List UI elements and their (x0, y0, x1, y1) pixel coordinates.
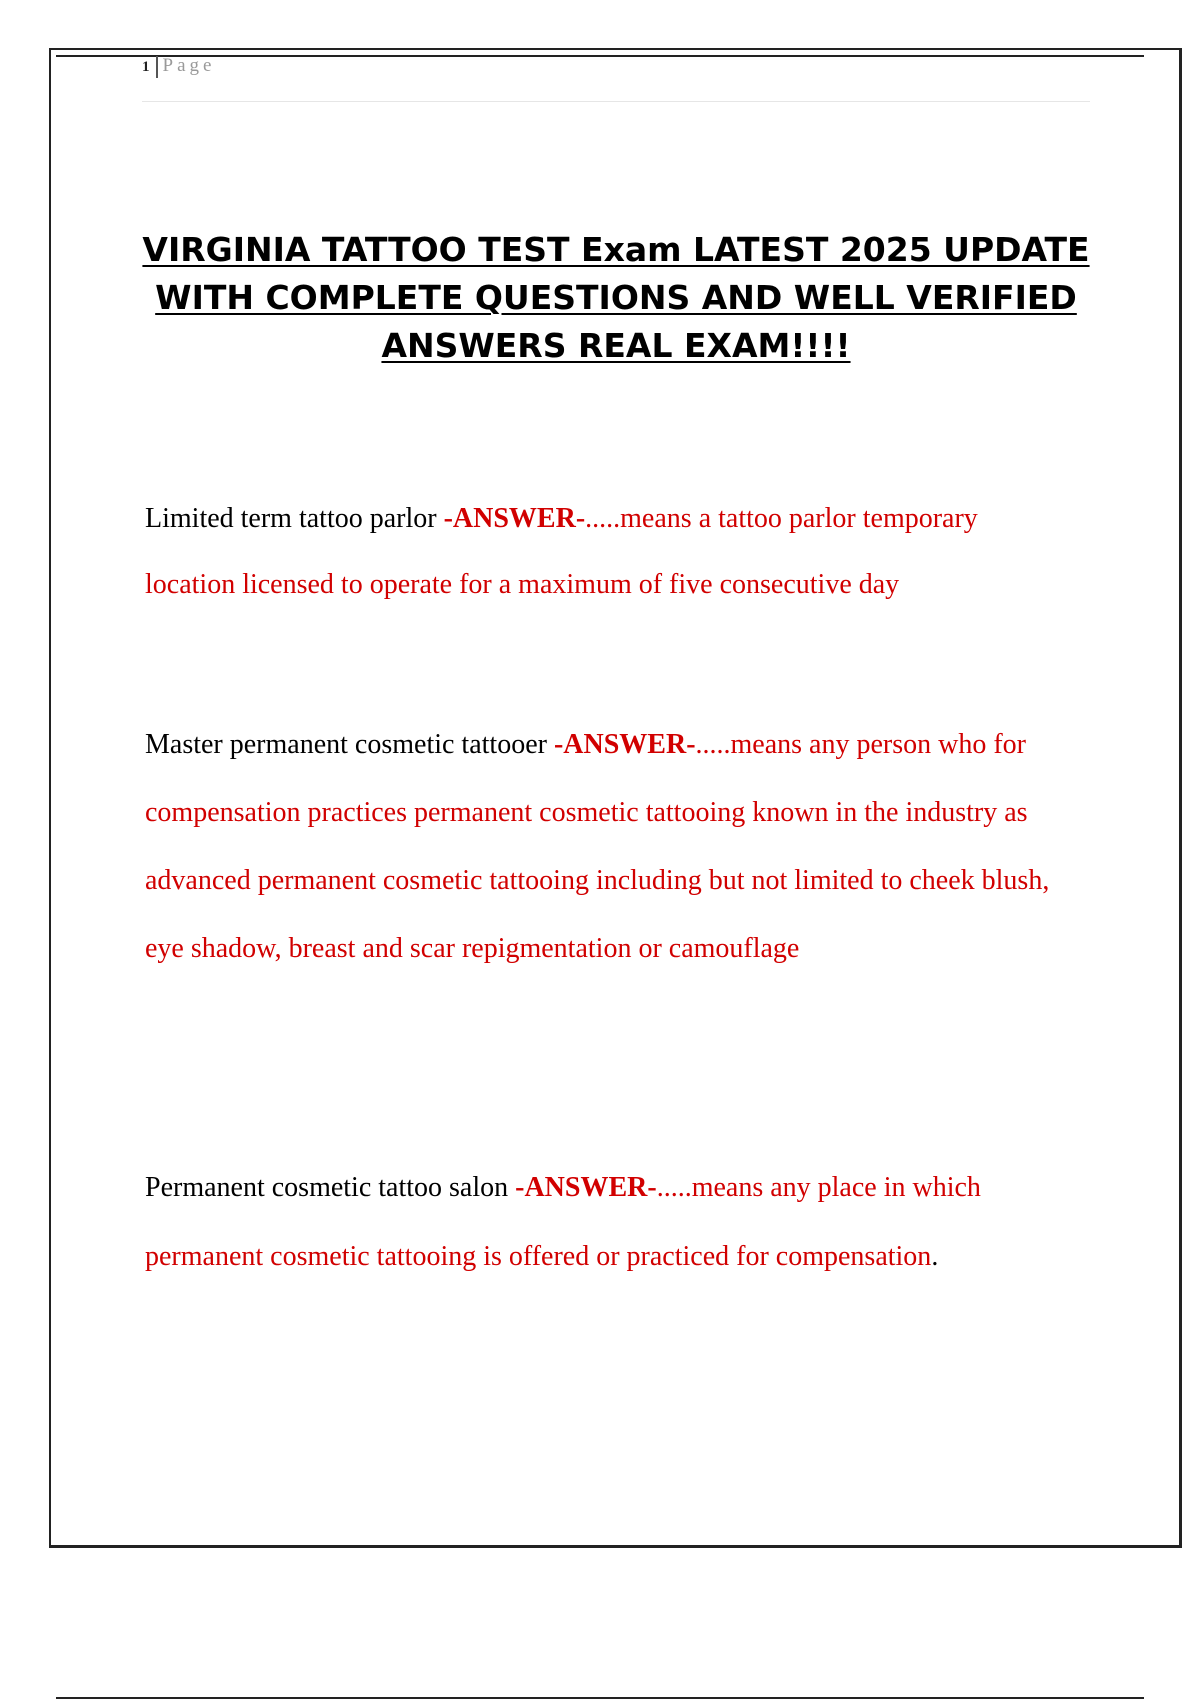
end-punctuation: . (931, 1241, 939, 1272)
page-number: 1 (142, 59, 150, 75)
qa-term: Master permanent cosmetic tattooer (145, 729, 554, 760)
answer-text: .....means a tattoo parlor temporary location licensed to operate for a maximum of five consecutive day (145, 503, 978, 600)
qa-item (145, 711, 1065, 983)
header-rule (142, 101, 1090, 102)
answer-text: .....means any person who for compensation practices permanent cosmetic tattooing known in the industry as advanced permanent cosmetic tattooing including but not limited to cheek blush, eye shadow, breast and scar repigmentation or camouflage (145, 729, 1050, 964)
answer-tag: -ANSWER- (515, 1172, 657, 1203)
page-separator (156, 56, 158, 78)
bottom-rule (56, 1697, 1144, 1699)
qa-item (145, 486, 1065, 618)
qa-item (145, 1153, 1065, 1291)
page-label: Page (162, 55, 216, 76)
qa-term: Permanent cosmetic tattoo salon (145, 1172, 516, 1203)
answer-text: .....means any place in which permanent cosmetic tattooing is offered or practiced for compensation (145, 1172, 981, 1272)
answer-tag: -ANSWER- (553, 729, 696, 760)
qa-term: Limited term tattoo parlor (145, 503, 444, 534)
answer-tag: -ANSWER- (443, 503, 586, 534)
top-rule (56, 55, 1144, 57)
page-header (142, 51, 215, 81)
document-title: VIRGINIA TATTOO TEST Exam LATEST 2025 UPDATE WITH COMPLETE QUESTIONS AND WELL VERIFIED ANSWERS REAL EXAM!!!! (142, 230, 1090, 365)
